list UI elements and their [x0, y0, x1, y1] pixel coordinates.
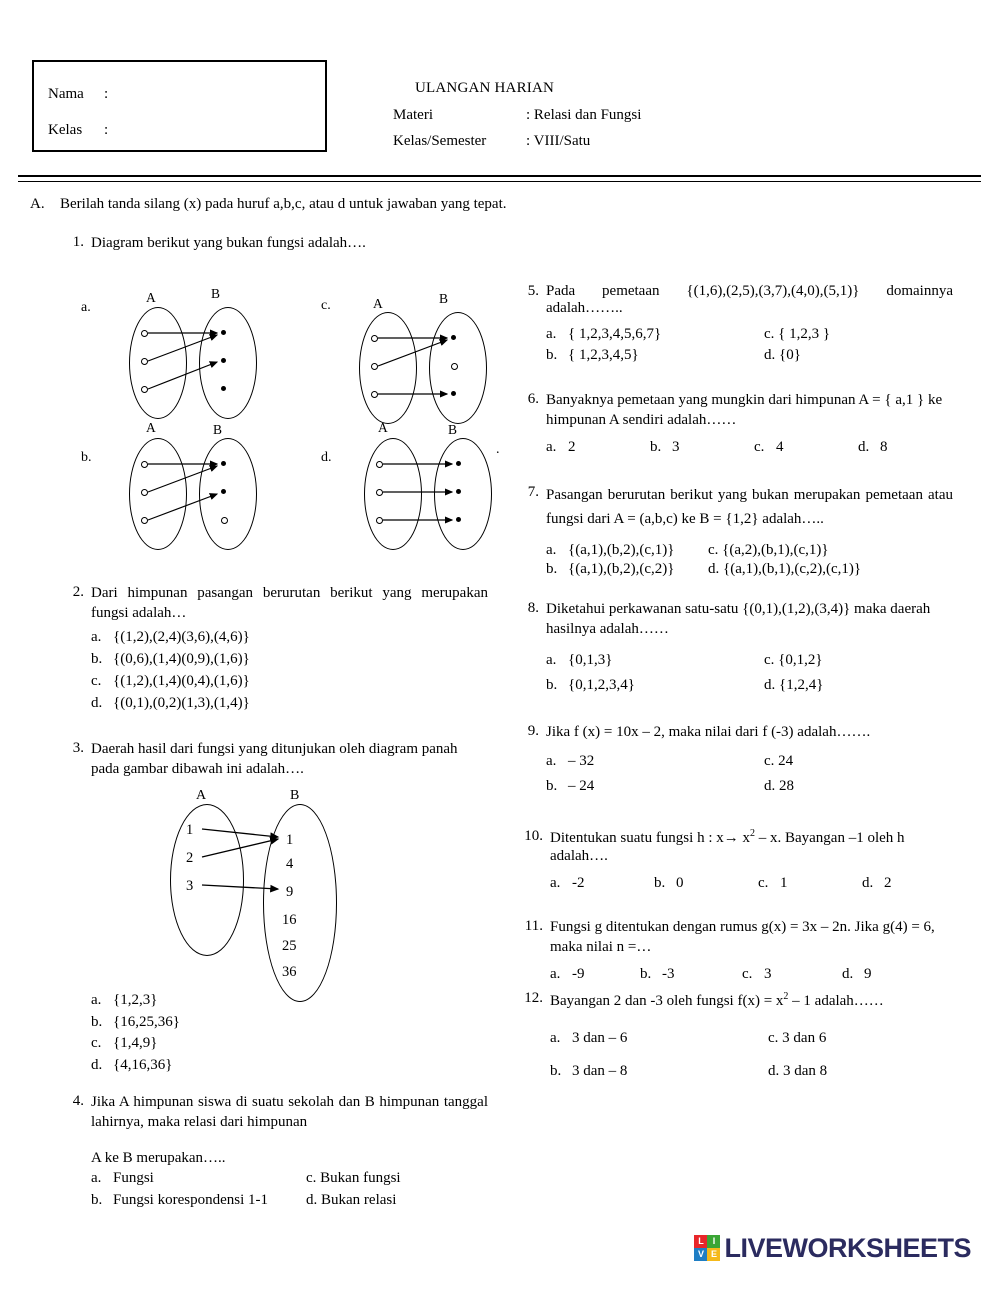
- question-12-text-post: – 1 adalah……: [788, 992, 884, 1009]
- option-letter: b.: [91, 651, 103, 668]
- option-letter: d.: [858, 438, 870, 455]
- option-letter: b.: [91, 1013, 103, 1030]
- option-text-2: c. 24: [764, 752, 794, 769]
- option-row: [546, 345, 953, 367]
- option-letter: c.: [758, 874, 769, 891]
- option-text: Fungsi korespondensi 1-1: [113, 1192, 268, 1209]
- option-text: 9: [864, 966, 872, 983]
- option-text-2: d. 28: [764, 778, 794, 795]
- question-12-number: 12.: [524, 989, 543, 1006]
- option-text: 8: [880, 438, 888, 455]
- option-letter: a.: [550, 874, 561, 891]
- materi-label: Materi: [393, 107, 433, 123]
- option-text: {0,1,3}: [568, 651, 613, 668]
- option-row: [546, 673, 953, 699]
- nama-row: [48, 86, 118, 103]
- option-row: [91, 1055, 488, 1077]
- document-header: [30, 52, 969, 157]
- question-7-number: 7.: [527, 484, 539, 501]
- option-letter: c.: [754, 438, 765, 455]
- question-7-text: Pasangan berurutan berikut yang bukan merupakan pemetaan atau fungsi dari A = (a,b,c) ke B = {1,2} adalah…..: [546, 487, 953, 527]
- question-8-options: [546, 648, 953, 699]
- option-text-2: d. {(a,1),(b,1),(c,2),(c,1)}: [708, 560, 862, 577]
- figure-c: [351, 290, 521, 425]
- option-text: {(a,1),(b,2),(c,1)}: [568, 541, 675, 558]
- option-text: {(1,2),(2,4)(3,6),(4,6)}: [113, 629, 250, 646]
- option-text-2: c. { 1,2,3 }: [764, 325, 831, 342]
- question-3-text: Daerah hasil dari fungsi yang ditunjukan oleh diagram panah pada gambar dibawah ini adalah….: [91, 741, 458, 778]
- figure-b-set-b-label: B: [213, 421, 223, 437]
- option-text: – 32: [568, 752, 595, 769]
- option-letter: a.: [546, 438, 557, 455]
- option-letter: b.: [650, 438, 662, 455]
- option-text: 3: [764, 966, 772, 983]
- q3-left-item: 1: [186, 821, 194, 838]
- figure-a-label: a.: [81, 299, 91, 315]
- option-row: [91, 693, 488, 715]
- question-6-number: 6.: [527, 391, 539, 407]
- kelas-semester-label: Kelas/Semester: [393, 133, 487, 149]
- question-5: [513, 283, 953, 367]
- option-row: [550, 1055, 953, 1088]
- nama-colon: :: [104, 86, 109, 102]
- option-row: [546, 437, 953, 459]
- option-row: [550, 1022, 953, 1055]
- question-10-text: [550, 828, 953, 865]
- option-letter: a.: [546, 325, 557, 342]
- option-letter: b.: [640, 966, 652, 983]
- option-text: 2: [884, 874, 892, 891]
- option-text-2: d. {0}: [764, 347, 801, 364]
- student-info-box: [32, 60, 327, 152]
- option-text: {(0,1),(0,2)(1,3),(1,4)}: [113, 694, 250, 711]
- q3-set-b-label: B: [290, 787, 300, 803]
- figure-a-set-b-label: B: [211, 285, 221, 301]
- option-text: {(a,1),(b,2),(c,2)}: [568, 560, 675, 577]
- option-text-2: c. Bukan fungsi: [306, 1170, 401, 1187]
- option-text-2: c. 3 dan 6: [768, 1029, 827, 1046]
- option-letter: d.: [91, 1057, 103, 1074]
- question-11-text: Fungsi g ditentukan dengan rumus g(x) = 3x – 2n. Jika g(4) = 6, maka nilai n =…: [550, 919, 935, 956]
- option-text: 3: [672, 438, 680, 455]
- option-letter: d.: [91, 694, 103, 711]
- page-title: ULANGAN HARIAN: [415, 80, 555, 96]
- question-8-number: 8.: [527, 600, 539, 617]
- question-2-text: Dari himpunan pasangan berurutan berikut yang merupakan fungsi adalah…: [91, 584, 488, 621]
- header-divider: [18, 175, 981, 182]
- option-text-2: c. {(a,2),(b,1),(c,1)}: [708, 541, 829, 558]
- option-letter: c.: [91, 672, 102, 689]
- option-text: {16,25,36}: [113, 1013, 180, 1030]
- question-12: [513, 990, 953, 1088]
- kelas-row: [48, 122, 118, 139]
- option-row: [546, 560, 953, 579]
- figure-b-label: b.: [81, 449, 92, 465]
- option-text: -2: [572, 874, 585, 891]
- question-1-text: Diagram berikut yang bukan fungsi adalah….: [91, 235, 366, 251]
- q3-right-item: 25: [282, 937, 297, 954]
- question-3-diagram: [158, 788, 408, 988]
- option-text: 3 dan – 8: [572, 1062, 628, 1079]
- q3-right-item: 9: [286, 883, 294, 900]
- question-1: [58, 234, 488, 254]
- option-letter: b.: [546, 677, 558, 694]
- option-row: [91, 1012, 488, 1034]
- option-row: [546, 774, 953, 800]
- question-7-options: [546, 541, 953, 579]
- option-letter: b.: [546, 778, 558, 795]
- logo-letter-v: V: [694, 1248, 707, 1261]
- right-column: [513, 283, 953, 1104]
- option-text: 1: [780, 874, 788, 891]
- question-11-number: 11.: [524, 918, 543, 935]
- option-text: {1,4,9}: [113, 1035, 158, 1052]
- option-text-2: c. {0,1,2}: [764, 651, 823, 668]
- option-text-2: d. Bukan relasi: [306, 1192, 397, 1209]
- option-text: -9: [572, 966, 585, 983]
- logo-squares: [694, 1235, 720, 1261]
- question-5-text: Pada pemetaan {(1,6),(2,5),(3,7),(4,0),(5,1)} domainnya adalah……..: [546, 283, 953, 317]
- liveworksheets-logo[interactable]: [694, 1233, 971, 1263]
- question-9-text: Jika f (x) = 10x – 2, maka nilai dari f (-3) adalah…….: [546, 723, 871, 740]
- option-letter: b.: [550, 1062, 562, 1079]
- figure-a: [121, 285, 291, 417]
- question-8: [513, 600, 953, 699]
- question-3-number: 3.: [72, 740, 84, 757]
- question-10-text-pre: Ditentukan suatu fungsi h : x: [550, 829, 724, 846]
- figure-d-set-b-label: B: [448, 421, 458, 437]
- question-1-figures: [76, 270, 500, 560]
- question-6-text: Banyaknya pemetaan yang mungkin dari himpunan A = { a,1 } ke himpunan A sendiri adalah……: [546, 392, 943, 428]
- figure-c-set-a-label: A: [373, 295, 383, 311]
- question-9-options: [546, 749, 953, 800]
- question-5-number: 5.: [527, 283, 539, 299]
- option-letter: a.: [91, 991, 102, 1008]
- option-row: [91, 1190, 488, 1212]
- section-a-instruction: [30, 196, 710, 213]
- figure-c-set-b-label: B: [439, 290, 449, 306]
- q3-left-item: 3: [186, 877, 194, 894]
- option-letter: a.: [546, 651, 557, 668]
- logo-letter-l: L: [694, 1235, 707, 1248]
- q3-right-item: 4: [286, 855, 294, 872]
- option-row: [546, 648, 953, 674]
- question-1-number: 1.: [72, 234, 84, 250]
- option-letter: a.: [550, 1029, 561, 1046]
- question-11-options: [550, 964, 953, 986]
- question-3: [58, 740, 488, 1077]
- figure-b-set-a-label: A: [146, 419, 156, 435]
- option-letter: a.: [550, 966, 561, 983]
- option-text: 3 dan – 6: [572, 1029, 628, 1046]
- option-row: [546, 749, 953, 775]
- question-4-text: Jika A himpunan siswa di suatu sekolah dan B himpunan tanggal lahirnya, maka relasi dari himpunan: [91, 1093, 488, 1130]
- question-9: [513, 723, 953, 800]
- question-4-options: [91, 1168, 488, 1212]
- q3-left-item: 2: [186, 849, 194, 866]
- figure-c-arrows: [351, 300, 521, 440]
- option-text: {4,16,36}: [113, 1057, 173, 1074]
- question-4-number: 4.: [72, 1092, 84, 1109]
- option-text: {0,1,2,3,4}: [568, 677, 635, 694]
- section-a-letter: A.: [30, 196, 45, 212]
- option-letter: d.: [862, 874, 874, 891]
- question-10-text-post: – x. Bayangan –1 oleh h adalah….: [550, 829, 905, 864]
- question-2: [58, 584, 488, 715]
- nama-label: Nama: [48, 86, 84, 102]
- option-row: [91, 1033, 488, 1055]
- kelas-semester-value: : VIII/Satu: [526, 133, 591, 149]
- option-letter: c.: [742, 966, 753, 983]
- option-letter: d.: [842, 966, 854, 983]
- figure-d-set-a-label: A: [378, 419, 388, 435]
- question-3-options: [91, 990, 488, 1077]
- materi-value: : Relasi dan Fungsi: [526, 107, 642, 123]
- option-text: 2: [568, 438, 576, 455]
- question-12-text-pre: Bayangan 2 dan -3 oleh fungsi f(x) = x: [550, 992, 784, 1009]
- option-letter: a.: [546, 752, 557, 769]
- q3-right-item: 36: [282, 963, 297, 980]
- figure-d-period: .: [496, 441, 500, 457]
- option-text: Fungsi: [113, 1170, 154, 1187]
- figure-b-arrows: [121, 420, 291, 560]
- question-4: [58, 1093, 488, 1212]
- option-text-2: d. 3 dan 8: [768, 1062, 828, 1079]
- figure-d-arrows: [356, 420, 526, 560]
- question-10-text-mid: x: [738, 829, 750, 846]
- question-10-number: 10.: [524, 827, 543, 844]
- option-text: { 1,2,3,4,5,6,7}: [568, 325, 662, 342]
- logo-letter-e: E: [707, 1248, 720, 1261]
- option-letter: b.: [546, 347, 558, 364]
- question-6: [513, 391, 953, 458]
- option-letter: b.: [546, 560, 558, 577]
- figure-c-label: c.: [321, 297, 331, 313]
- option-row: [546, 324, 953, 346]
- logo-wordmark: LIVEWORKSHEETS: [724, 1232, 971, 1263]
- option-row: [550, 873, 953, 895]
- option-text-2: d. {1,2,4}: [764, 677, 824, 694]
- question-6-options: [546, 437, 953, 459]
- figure-a-set-a-label: A: [146, 289, 156, 305]
- arrow-icon: →: [723, 829, 739, 846]
- option-row: [550, 964, 953, 986]
- left-column: [58, 234, 500, 1228]
- question-10: [513, 828, 953, 895]
- option-row: [91, 1168, 488, 1190]
- option-letter: c.: [91, 1035, 102, 1052]
- option-row: [91, 649, 488, 671]
- question-10-options: [550, 873, 953, 895]
- kelas-label: Kelas: [48, 122, 83, 138]
- figure-d-label: d.: [321, 449, 332, 465]
- question-9-number: 9.: [527, 722, 539, 739]
- option-letter: b.: [91, 1192, 103, 1209]
- question-12-options: [550, 1022, 953, 1088]
- option-row: [546, 541, 953, 560]
- question-2-number: 2.: [72, 583, 84, 600]
- option-text: {(1,2),(1,4)(0,4),(1,6)}: [113, 672, 250, 689]
- q3-set-a-label: A: [196, 787, 207, 803]
- option-text: 0: [676, 874, 684, 891]
- q3-right-item: 16: [282, 911, 297, 928]
- option-letter: b.: [654, 874, 666, 891]
- option-row: [91, 671, 488, 693]
- question-8-text: Diketahui perkawanan satu-satu {(0,1),(1,2),(3,4)} maka daerah hasilnya adalah……: [546, 601, 931, 638]
- question-12-text: [550, 990, 953, 1012]
- question-7: [513, 484, 953, 578]
- materi-line: [393, 107, 641, 124]
- option-letter: a.: [91, 629, 102, 646]
- logo-letter-i: I: [707, 1235, 720, 1248]
- question-4-text-cont: A ke B merupakan…..: [91, 1149, 226, 1166]
- kelas-semester-line: [393, 133, 590, 150]
- kelas-colon: :: [104, 122, 109, 138]
- q3-arrows: [158, 788, 408, 998]
- figure-b: [121, 420, 291, 545]
- option-text: {1,2,3}: [113, 991, 158, 1008]
- option-text: – 24: [568, 778, 595, 795]
- question-5-options: [546, 324, 953, 368]
- figure-d: [356, 420, 526, 545]
- question-12-exponent: 2: [783, 990, 789, 1002]
- option-letter: a.: [546, 541, 557, 558]
- option-letter: a.: [91, 1170, 102, 1187]
- option-text: 4: [776, 438, 784, 455]
- option-text: {(0,6),(1,4)(0,9),(1,6)}: [113, 651, 250, 668]
- question-10-exponent: 2: [749, 827, 755, 839]
- option-text: -3: [662, 966, 675, 983]
- section-a-text: Berilah tanda silang (x) pada huruf a,b,c, atau d untuk jawaban yang tepat.: [60, 196, 507, 212]
- q3-right-item: 1: [286, 831, 294, 848]
- figure-a-arrows: [121, 289, 291, 432]
- option-row: [91, 627, 488, 649]
- option-text: { 1,2,3,4,5}: [568, 347, 639, 364]
- question-11: [513, 918, 953, 985]
- question-2-options: [91, 627, 488, 714]
